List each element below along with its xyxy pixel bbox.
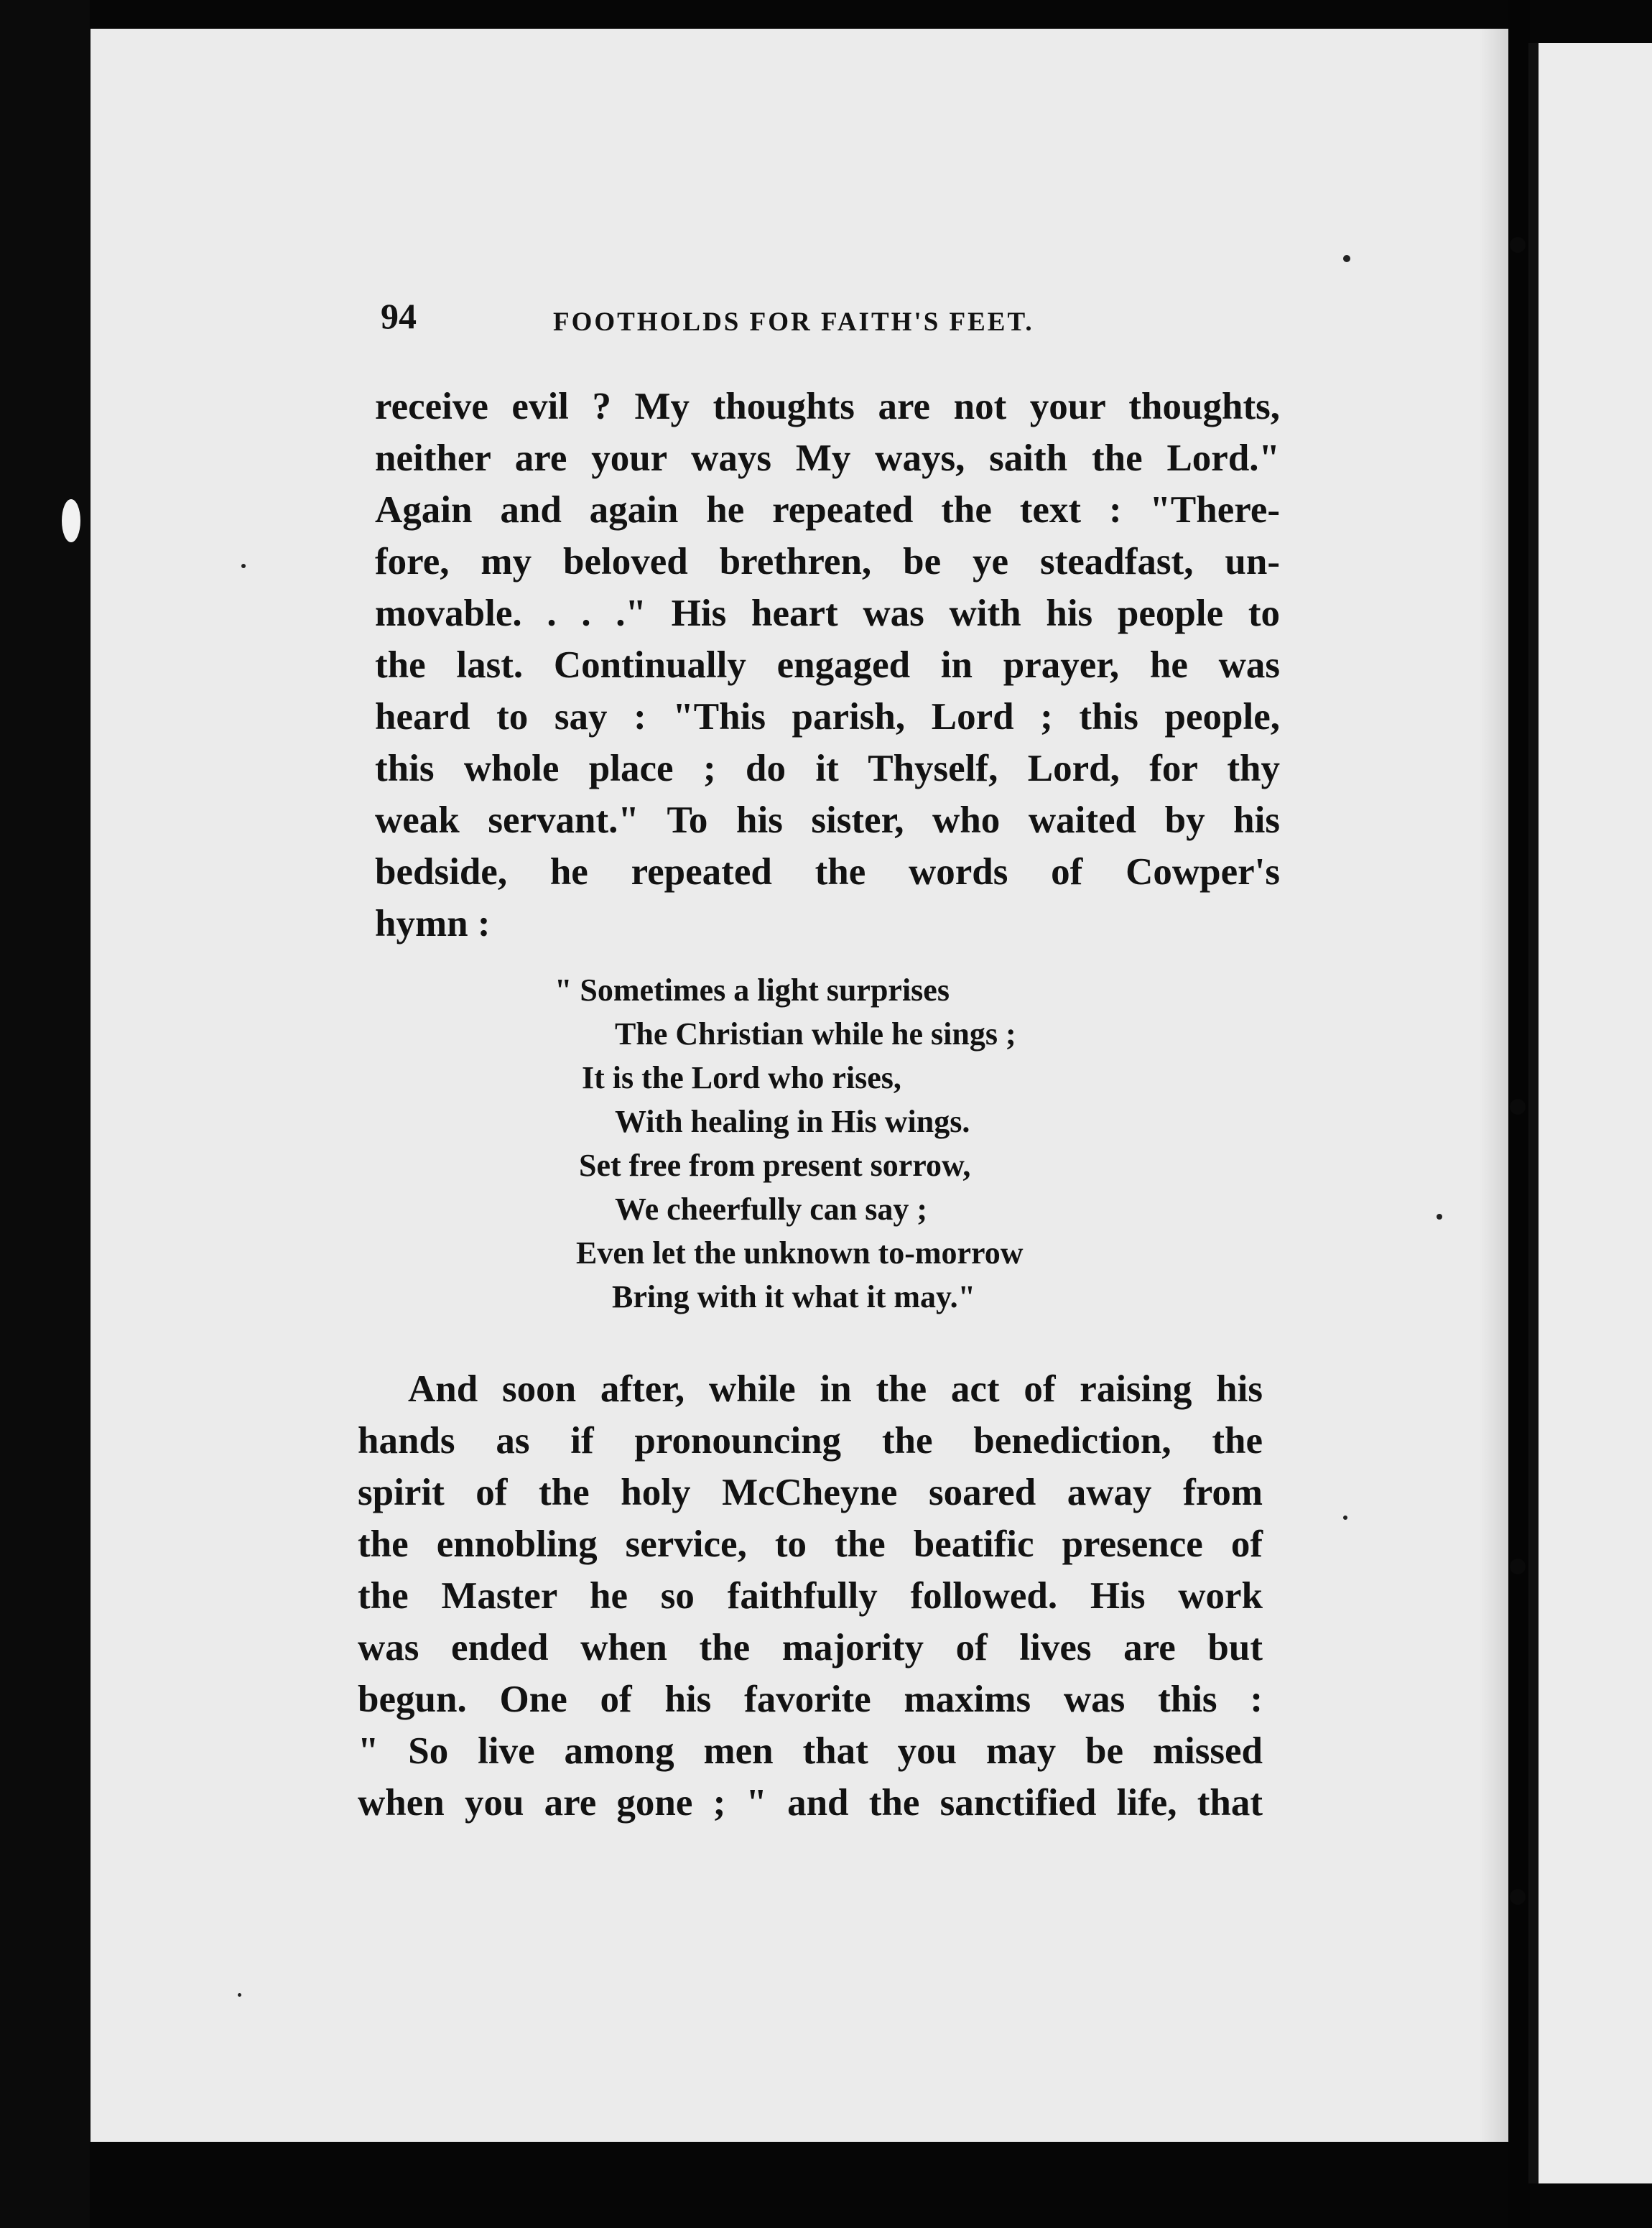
paragraph-2 bbox=[358, 1363, 1263, 1829]
text-line: neither are your ways My ways, saith the Lord." bbox=[375, 437, 1280, 479]
poem-line: Even let the unknown to-morrow bbox=[576, 1235, 1024, 1271]
text-line: the last. Continually engaged in prayer, he was bbox=[375, 644, 1280, 686]
gutter-binding-mark bbox=[1510, 1099, 1526, 1115]
ink-speck bbox=[1343, 255, 1350, 262]
poem-line: With healing in His wings. bbox=[615, 1104, 970, 1139]
text-line: was ended when the majority of lives are but bbox=[358, 1627, 1263, 1668]
ink-speck bbox=[1343, 1515, 1347, 1520]
text-line: receive evil ? My thoughts are not your thoughts, bbox=[375, 386, 1280, 427]
text-line: this whole place ; do it Thyself, Lord, for thy bbox=[375, 748, 1280, 789]
poem-line: Bring with it what it may." bbox=[612, 1279, 975, 1314]
paper-tear-mark bbox=[62, 499, 80, 542]
text-line: begun. One of his favorite maxims was this : bbox=[358, 1679, 1263, 1720]
ink-speck bbox=[1437, 1214, 1442, 1220]
text-line: heard to say : "This parish, Lord ; this people, bbox=[375, 696, 1280, 738]
ink-speck bbox=[238, 1993, 241, 1997]
gutter-binding-mark bbox=[1510, 1559, 1526, 1574]
ink-speck bbox=[241, 564, 246, 568]
running-title: FOOTHOLDS FOR FAITH'S FEET. bbox=[553, 307, 1034, 337]
text-line: fore, my beloved brethren, be ye steadfast, un- bbox=[375, 541, 1280, 582]
text-line: " So live among men that you may be missed bbox=[358, 1730, 1263, 1772]
text-line: And soon after, while in the act of raising his bbox=[408, 1368, 1263, 1410]
facing-page-shadow bbox=[1528, 43, 1539, 2183]
poem-line: It is the Lord who rises, bbox=[582, 1060, 901, 1095]
text-line: movable. . . ." His heart was with his people to bbox=[375, 593, 1280, 634]
text-line: weak servant." To his sister, who waited by his bbox=[375, 799, 1280, 841]
poem-line: " Sometimes a light surprises bbox=[554, 973, 950, 1008]
text-line: when you are gone ; " and the sanctified life, that bbox=[358, 1782, 1263, 1824]
page-header bbox=[381, 294, 1314, 345]
left-scan-border bbox=[0, 0, 90, 2228]
facing-page-edge bbox=[1528, 43, 1652, 2183]
gutter-binding-mark bbox=[1510, 1889, 1526, 1905]
text-line: spirit of the holy McCheyne soared away from bbox=[358, 1472, 1263, 1513]
text-line: hands as if pronouncing the benediction, the bbox=[358, 1420, 1263, 1462]
text-line: the ennobling service, to the beatific presence of bbox=[358, 1523, 1263, 1565]
paragraph-1 bbox=[375, 381, 1280, 950]
page-number: 94 bbox=[381, 296, 417, 336]
text-line: the Master he so faithfully followed. His work bbox=[358, 1575, 1263, 1617]
poem-line: The Christian while he sings ; bbox=[615, 1016, 1016, 1052]
text-line: Again and again he repeated the text : "There- bbox=[375, 489, 1280, 531]
poem-line: We cheerfully can say ; bbox=[615, 1192, 928, 1227]
page-edge-shadow bbox=[1480, 29, 1508, 2142]
poem-line: Set free from present sorrow, bbox=[579, 1148, 971, 1183]
text-line: hymn : bbox=[375, 903, 491, 944]
text-line: bedside, he repeated the words of Cowper's bbox=[375, 851, 1280, 893]
book-gutter bbox=[1508, 0, 1530, 2228]
gutter-binding-mark bbox=[1510, 237, 1526, 253]
hymn-quotation bbox=[554, 968, 1201, 1319]
